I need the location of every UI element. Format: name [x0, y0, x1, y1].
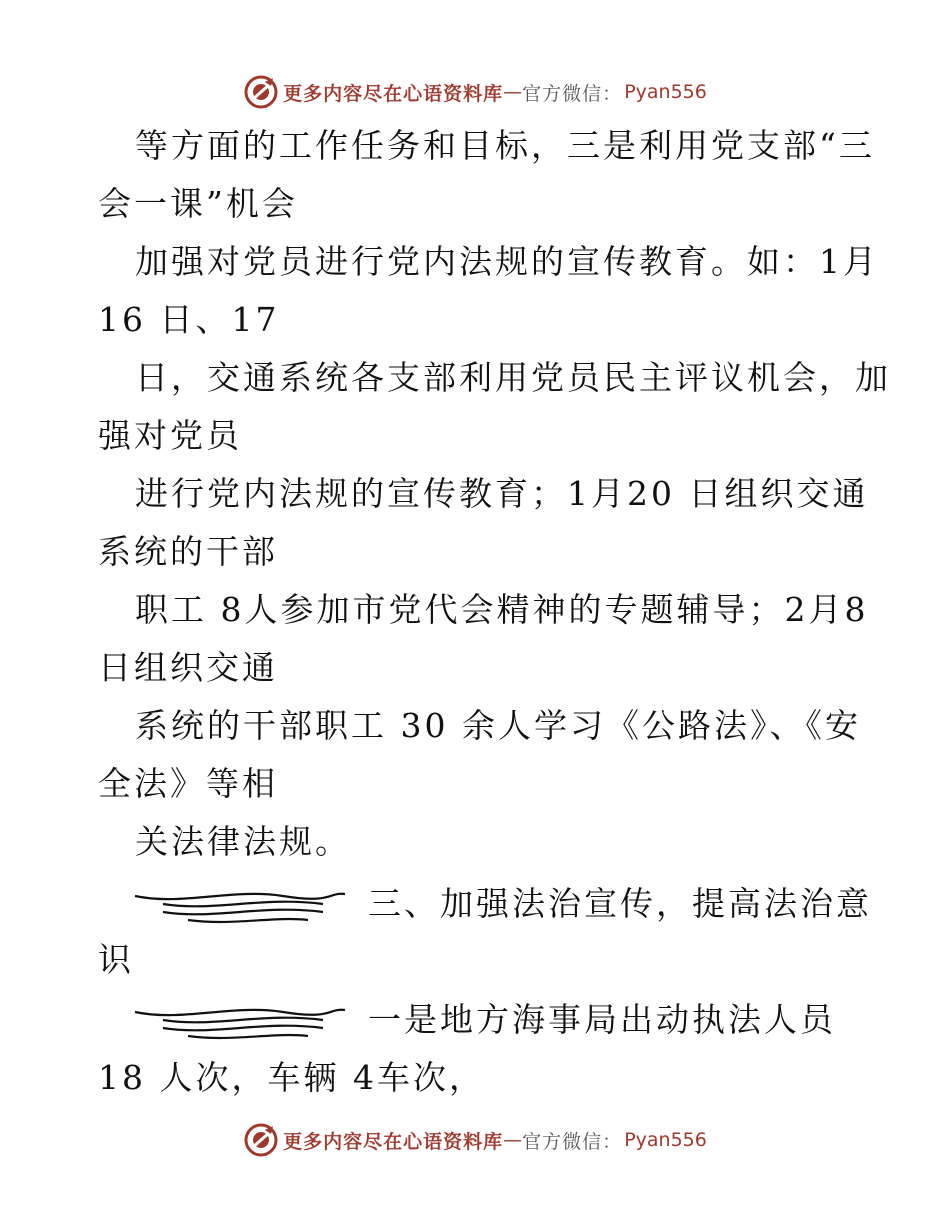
section-heading: 三、加强法治宣传，提高法治意 — [368, 884, 872, 923]
text-line: 会一课”机会 — [98, 184, 298, 223]
wave-ornament-icon — [133, 1004, 348, 1044]
text-line: 加强对党员进行党内法规的宣传教育。如：1月 — [135, 242, 879, 281]
text-line: 强对党员 — [98, 416, 242, 455]
text-line: 日组织交通 — [98, 648, 278, 687]
text-line: 日，交通系统各支部利用党员民主评议机会，加 — [135, 358, 891, 397]
text-line: 16 日、17 — [98, 300, 280, 339]
watermark-subtext: 官方微信： — [522, 82, 623, 105]
text-line: 识 — [98, 940, 134, 979]
text-line: 职工 8人参加市党代会精神的专题辅导；2月8 — [135, 590, 869, 629]
watermark-text: 更多内容尽在心语资料库 — [283, 82, 504, 105]
text-line: 系统的干部 — [98, 532, 278, 571]
watermark-text: 更多内容尽在心语资料库 — [283, 1130, 504, 1153]
text-line: 关法律法规。 — [135, 822, 351, 861]
watermark-wechat-id: Pyan556 — [624, 81, 707, 103]
text-line: 全法》等相 — [98, 764, 278, 803]
text-line: 一是地方海事局出动执法人员 — [368, 1000, 836, 1039]
text-line: 系统的干部职工 30 余人学习《公路法》、《安 — [135, 706, 861, 745]
watermark-footer — [0, 1118, 950, 1162]
watermark-subtext: 官方微信： — [522, 1130, 623, 1153]
watermark-dash: — — [503, 1129, 523, 1151]
seal-logo-icon — [243, 1122, 279, 1158]
text-line: 等方面的工作任务和目标，三是利用党支部“三 — [135, 126, 875, 165]
text-line: 进行党内法规的宣传教育；1月20 日组织交通 — [135, 474, 869, 513]
watermark-wechat-id: Pyan556 — [624, 1129, 707, 1151]
wave-ornament-icon — [133, 888, 348, 928]
watermark-dash: — — [503, 81, 523, 103]
text-line: 18 人次，车辆 4车次， — [98, 1058, 485, 1097]
